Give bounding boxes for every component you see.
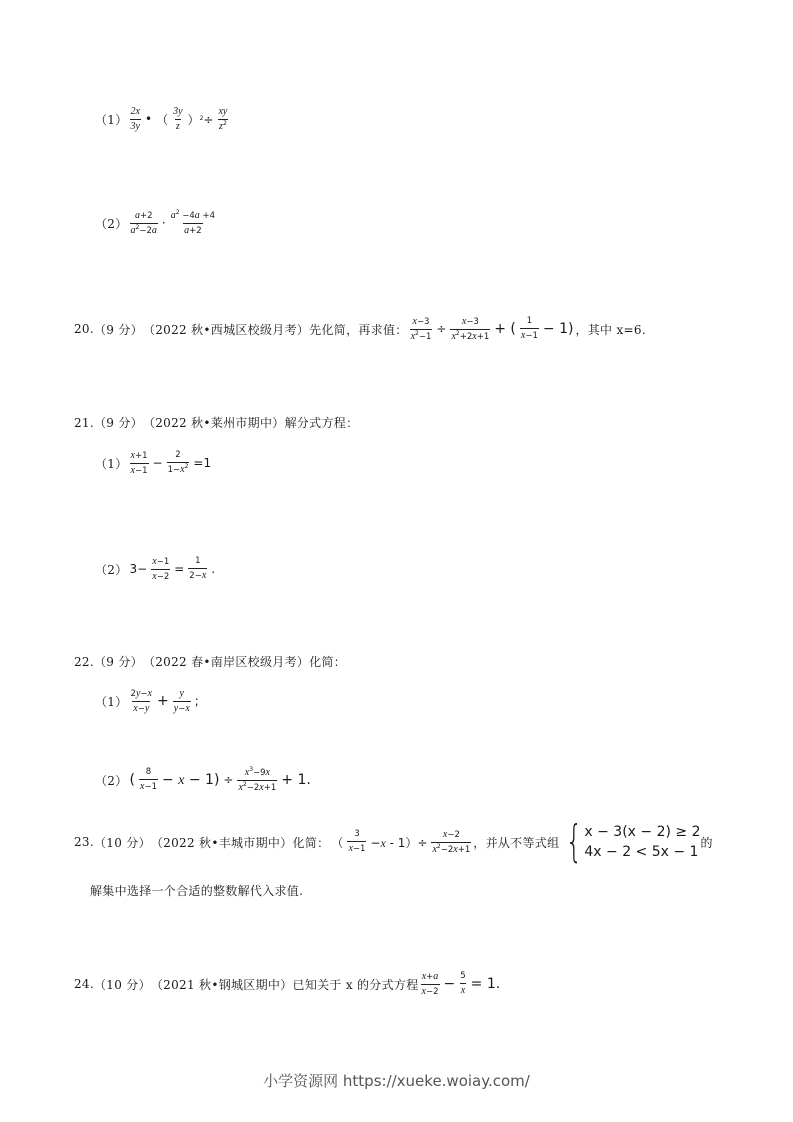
- problem-22-part-2: （2） ( $\frac{8}{x-1}$ − x − 1) ÷ $\frac{x^3-9x}{x^2-2x+1}$ + 1.: [95, 766, 311, 793]
- inequality-2: 4x − 2 < 5x − 1: [584, 844, 699, 860]
- left-brace-icon: {: [565, 816, 583, 867]
- problem-points: （9 分）: [93, 655, 143, 669]
- problem-number: 21.: [74, 415, 94, 430]
- problem-after-system: 的: [700, 835, 713, 850]
- problem-source: （2022 秋•莱州市期中）: [142, 416, 285, 430]
- problem-19-part-1: （1） $\frac{2x}{3y}$ • （ $\frac{3y}{z}$ ）$^2$÷ $\frac{xy}{z^2}$: [95, 106, 228, 132]
- problem-number: 20.: [74, 322, 94, 337]
- problem-mid-text: ，并从不等式组: [473, 835, 560, 850]
- problem-19-part-2: （2） $\frac{a+2}{a^2-2a}$ · $\frac{a^2 -4a +4}{a+2}$: [95, 209, 216, 236]
- problem-source: （2022 秋•西城区校级月考）: [142, 322, 310, 337]
- problem-22: [74, 653, 346, 670]
- problem-instruction: 解分式方程：: [284, 416, 359, 430]
- problem-21-part-2: （2） 3− $\frac{x-1}{x-2}$ = $\frac{1}{2-x}$ .: [95, 556, 216, 582]
- problem-23-continuation: 解集中选择一个合适的整数解代入求值.: [90, 884, 304, 898]
- problem-23: 23. （10 分） （2022 秋•丰城市期中） 化简： （ $\frac{3}{x-1}$ −x - 1）÷ $\frac{x-2}{x^2-2x+1}$ ，并从不等式组 { x − 3(x − 2) ≥ 2 4x − 2 < 5x − 1 的: [74, 816, 713, 867]
- problem-points: （10 分）: [93, 835, 151, 850]
- inequality-system: [560, 816, 701, 867]
- problem-number: 24.: [74, 977, 94, 992]
- part-label: （2）: [95, 773, 128, 788]
- part-label: （1）: [95, 112, 128, 127]
- problem-instruction: 先化简，再求值：: [309, 322, 408, 337]
- problem-number: 23.: [74, 835, 94, 849]
- part-label: （2）: [95, 562, 128, 577]
- problem-20: 20. （9 分） （2022 秋•西城区校级月考） 先化简，再求值： $\frac{x-3}{x^2-1}$ ÷ $\frac{x-3}{x^2+2x+1}$ + ( $\frac{1}{x-1}$ − 1) ，其中 x=6.: [74, 316, 646, 342]
- problem-source: （2022 秋•丰城市期中）: [150, 835, 293, 850]
- problem-instruction: 化简：: [292, 835, 330, 850]
- problem-points: （9 分）: [93, 416, 143, 430]
- part-label: （2）: [95, 216, 128, 231]
- problem-22-part-1: （1） $\frac{2y-x}{x-y}$ + $\frac{y}{y-x}$ ;: [95, 688, 199, 714]
- problem-21: [74, 414, 358, 431]
- problem-points: （9 分）: [93, 322, 143, 337]
- problem-source: （2021 秋•钢城区期中）: [150, 977, 293, 992]
- fraction-2x-over-3y: $\frac{2x}{3y}$: [130, 106, 140, 132]
- fraction-xy-over-z2: $\frac{xy}{z^2}$: [218, 106, 228, 132]
- fraction-a2-minus-4a-plus-4-over-a-plus-2: $\frac{a^2 -4a +4}{a+2}$: [170, 209, 216, 236]
- problem-24: 24. （10 分） （2021 秋•钢城区期中） 已知关于 x 的分式方程 $\frac{x+a}{x-2}$ − $\frac{5}{x}$ = 1.: [74, 971, 501, 997]
- problem-condition: ，其中 x=6.: [575, 322, 646, 337]
- problem-instruction: 化简：: [309, 655, 347, 669]
- problem-points: （10 分）: [93, 977, 151, 992]
- problem-instruction: 已知关于 x 的分式方程: [292, 977, 419, 992]
- fraction-a-plus-2-over-a2-minus-2a: $\frac{a+2}{a^2-2a}$: [130, 210, 157, 236]
- problem-source: （2022 春•南岸区校级月考）: [142, 655, 310, 669]
- inequality-1: x − 3(x − 2) ≥ 2: [584, 823, 701, 840]
- problem-21-part-1: （1） $\frac{x+1}{x-1}$ − $\frac{2}{1-x^2}$ =1: [95, 450, 212, 476]
- problem-number: 22.: [74, 654, 94, 669]
- part-label: （1）: [95, 694, 128, 709]
- footer-watermark: 小学资源网 https://xueke.woiay.com/: [263, 1072, 530, 1090]
- fraction-3y-over-z: $\frac{3y}{z}$: [173, 106, 183, 132]
- part-label: （1）: [95, 456, 128, 471]
